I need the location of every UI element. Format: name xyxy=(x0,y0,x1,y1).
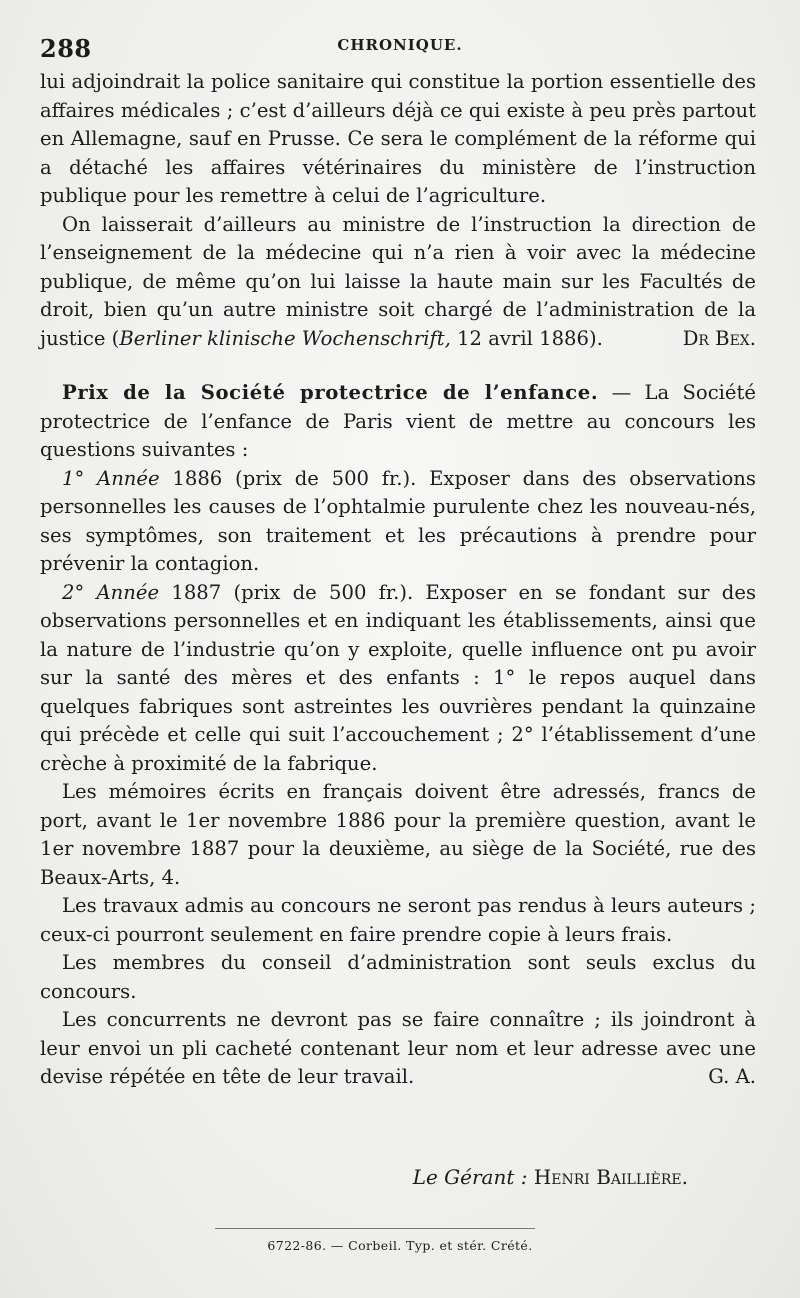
paragraph-2-text: On laisserait d’ailleurs au ministre de l’instruction la direction de l’enseignement de la médecine qui n’a rien à voir avec la médecine publique, de même qu’on lui laisse la haute main sur les Facultés de droit, bien qu’un autre ministre soit chargé de l’administration de la justice ( xyxy=(40,212,756,350)
paragraph-7: Les travaux admis au concours ne seront pas rendus à leurs auteurs ; ceux-ci pourront seulement en faire prendre copie à leurs frais. xyxy=(40,894,756,946)
paragraph-9 xyxy=(40,1006,756,1092)
paragraph-3 xyxy=(40,379,756,465)
paragraph-5 xyxy=(40,579,756,779)
signature-label: Le Gérant : xyxy=(412,1165,528,1189)
paragraph-8: Les membres du conseil d’administration sont seuls exclus du concours. xyxy=(40,951,756,1003)
page-header xyxy=(40,30,760,70)
page-number: 288 xyxy=(40,34,92,63)
section-title: Prix de la Société protectrice de l’enfance. xyxy=(62,381,599,404)
printer-imprint: 6722-86. — Corbeil. Typ. et stér. Crété. xyxy=(267,1238,533,1253)
year-label-1: 1° Année xyxy=(62,466,160,490)
paragraph-3-text: — La Société protectrice de l’enfance de Paris vient de mettre au concours les questions suivantes : xyxy=(40,381,756,461)
manager-signature xyxy=(413,1163,688,1191)
author-signature: Dr Bex. xyxy=(682,326,756,350)
year-label-2: 2° Année xyxy=(62,580,160,604)
author-initials: G. A. xyxy=(708,1065,756,1088)
paragraph-4 xyxy=(40,465,756,579)
citation-date: 12 avril 1886). xyxy=(450,326,603,350)
signature-name: Henri Baillière. xyxy=(533,1165,688,1189)
footer-divider xyxy=(215,1228,535,1229)
paragraph-9-text: Les concurrents ne devront pas se faire connaître ; ils joindront à leur envoi un pli cacheté contenant leur nom et leur adresse avec une devise répétée en tête de leur travail. xyxy=(40,1008,756,1088)
paragraph-2 xyxy=(40,211,756,354)
paragraph-6: Les mémoires écrits en français doivent être adressés, francs de port, avant le 1er novembre 1886 pour la première question, avant le 1er novembre 1887 pour la deuxième, au siège de la Société, rue des Beaux-Arts, 4. xyxy=(40,780,756,889)
paragraph-4-text: 1886 (prix de 500 fr.). Exposer dans des observations personnelles les causes de l’ophtalmie purulente chez les nouveau-nés, ses symptômes, son traitement et les précautions à prendre pour prévenir la contagion. xyxy=(40,466,756,575)
article-body xyxy=(40,68,756,1092)
citation-source: Berliner klinische Wochenschrift, xyxy=(119,326,451,350)
running-head: CHRONIQUE. xyxy=(337,36,463,54)
paragraph-5-text: 1887 (prix de 500 fr.). Exposer en se fondant sur des observations personnelles et en indiquant les établissements, ainsi que la nature de l’industrie qu’on y exploite, quelle influence ont pu avoir sur la santé des mères et des enfants : 1° le repos auquel dans quelques fabriques sont astreintes les ouvrières pendant la quinzaine qui précède et celle qui suit l’accouchement ; 2° l’établissement d’une crèche à proximité de la fabrique. xyxy=(40,580,756,775)
paragraph-1: lui adjoindrait la police sanitaire qui constitue la portion essentielle des affaires médicales ; c’est d’ailleurs déjà ce qui existe à peu près partout en Allemagne, sauf en Prusse. Ce sera le complément de la réforme qui a détaché les affaires vétérinaires du ministère de l’instruction publique pour les remettre à celui de l’agriculture. xyxy=(40,70,756,207)
